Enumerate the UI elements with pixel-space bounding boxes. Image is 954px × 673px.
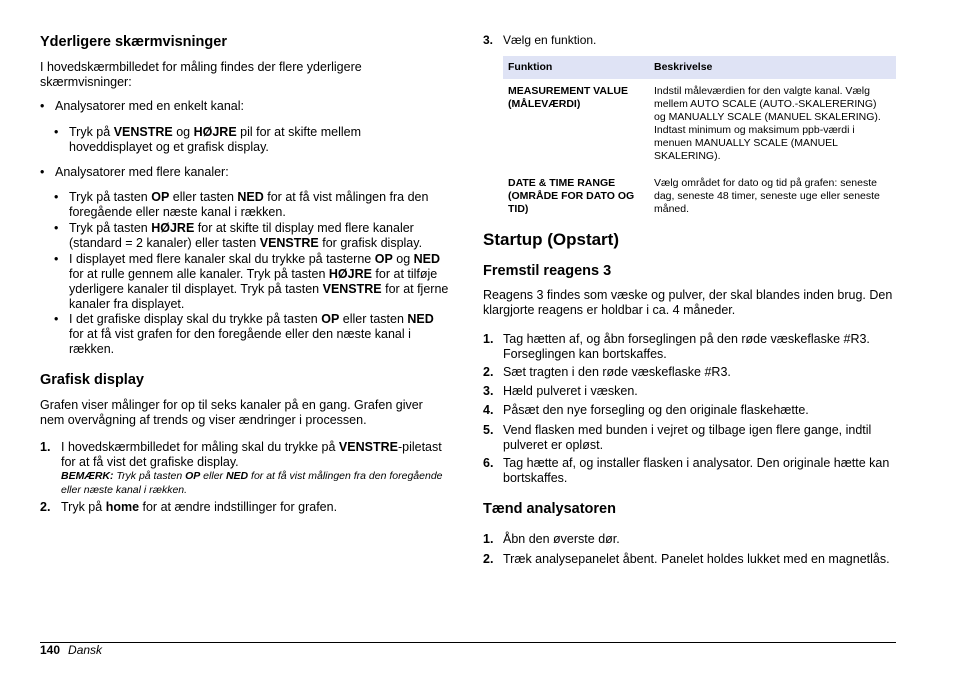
- bullet-multi-channel: • Analysatorer med flere kanaler:: [40, 165, 229, 179]
- table-header-row: [503, 56, 896, 79]
- graph-step-3: 3. Vælg en funktion.: [483, 33, 597, 47]
- table-cell-function: MEASUREMENT VALUE (MÅLEVÆRDI): [508, 85, 628, 110]
- function-table: [503, 56, 896, 224]
- sub-bullet-up-down: • Tryk på tasten OP eller tasten NED for at få vist målingen fra den foregående eller næste kanal i rækken.: [54, 190, 429, 219]
- chapter-heading-startup: Startup (Opstart): [483, 230, 619, 249]
- power-step-1: 1. Åbn den øverste dør.: [483, 532, 620, 546]
- reagent-intro-paragraph: Reagens 3 findes som væske og pulver, der skal blandes inden brug. Den klargjorte reagens er holdbar i ca. 4 måneder.: [483, 288, 893, 317]
- section-heading-reagent: Fremstil reagens 3: [483, 263, 612, 279]
- reagent-step-4: 4. Påsæt den nye forsegling og den originale flaskehætte.: [483, 403, 809, 417]
- sub-bullet-single-channel: • Tryk på VENSTRE og HØJRE pil for at skifte mellem hoveddisplayet og et grafisk display.: [54, 125, 362, 154]
- reagent-step-3: 3. Hæld pulveret i væsken.: [483, 384, 638, 398]
- section-heading-graph-display: Grafisk display: [40, 372, 144, 388]
- reagent-step-6: 6. Tag hætte af, og installer flasken i analysator. Den originale hætte kan bortskaffes.: [483, 456, 890, 485]
- sub-bullet-multi-display: • I displayet med flere kanaler skal du trykke på tasterne OP og NED for at rulle gennem alle kanaler. Tryk på tasten HØJRE for at tilføje yderligere kanaler til displayet. Tryk på tasten VENSTRE for at fjerne kanaler fra displayet.: [54, 252, 449, 311]
- note-text: BEMÆRK: Tryk på tasten OP eller NED for at få vist målingen fra den foregående eller næste kanal i rækken.: [61, 470, 443, 496]
- graph-step-1: 1. I hovedskærmbilledet for måling skal du trykke på VENSTRE-piletast for at få vist det grafiske display. BEMÆRK: Tryk på tasten OP eller NED for at få vist målingen fra den foregående eller næste kanal i rækken.: [40, 440, 455, 497]
- footer-language: Dansk: [68, 643, 103, 657]
- graph-intro-paragraph: Grafen viser målinger for op til seks kanaler på en gang. Grafen giver nem overvågning af trends og viser ændringer i processen.: [40, 398, 423, 427]
- table-cell-description: Indstil måleværdien for den valgte kanal. Vælg mellem AUTO SCALE (AUTO.-SKALERERING) og MANUALLY SCALE (MANUEL SKALERING). Indtast minimum og maksimum ppb-værdi i menuen MANUALLY SCALE (MANUEL SKALERING).: [654, 85, 881, 162]
- table-cell-description: Vælg området for dato og tid på grafen: seneste dag, seneste 48 timer, seneste uge eller seneste måned.: [654, 177, 880, 215]
- page-number: 140: [40, 643, 61, 657]
- table-row: [503, 79, 896, 171]
- table-header-description: Beskrivelse: [649, 56, 896, 79]
- intro-paragraph: I hovedskærmbilledet for måling findes der flere yderligere skærmvisninger:: [40, 60, 362, 89]
- section-heading-extra-displays: Yderligere skærmvisninger: [40, 34, 227, 50]
- table-header-function: Funktion: [503, 56, 649, 79]
- power-step-2: 2. Træk analysepanelet åbent. Panelet holdes lukket med en magnetlås.: [483, 552, 890, 566]
- sub-bullet-graph-display: • I det grafiske display skal du trykke på tasten OP eller tasten NED for at få vist grafen for den foregående eller den næste kanal i rækken.: [54, 312, 434, 356]
- table-cell-function: DATE & TIME RANGE (OMRÅDE FOR DATO OG TID): [508, 177, 635, 215]
- graph-step-2: 2. Tryk på home for at ændre indstillinger for grafen.: [40, 500, 338, 514]
- reagent-step-5: 5. Vend flasken med bunden i vejret og tilbage igen flere gange, indtil pulveret er opløst.: [483, 423, 872, 452]
- section-heading-power-on: Tænd analysatoren: [483, 501, 616, 517]
- reagent-step-2: 2. Sæt tragten i den røde væskeflaske #R3.: [483, 365, 731, 379]
- table-row: [503, 171, 896, 224]
- sub-bullet-right-key: • Tryk på tasten HØJRE for at skifte til display med flere kanaler (standard = 2 kanaler) eller tasten VENSTRE for grafisk display.: [54, 221, 423, 250]
- page-footer: [40, 643, 102, 657]
- reagent-step-1: 1. Tag hætten af, og åbn forseglingen på den røde væskeflaske #R3. Forseglingen kan bortskaffes.: [483, 332, 870, 361]
- bullet-single-channel: • Analysatorer med en enkelt kanal:: [40, 99, 244, 113]
- footer-divider: [40, 642, 896, 643]
